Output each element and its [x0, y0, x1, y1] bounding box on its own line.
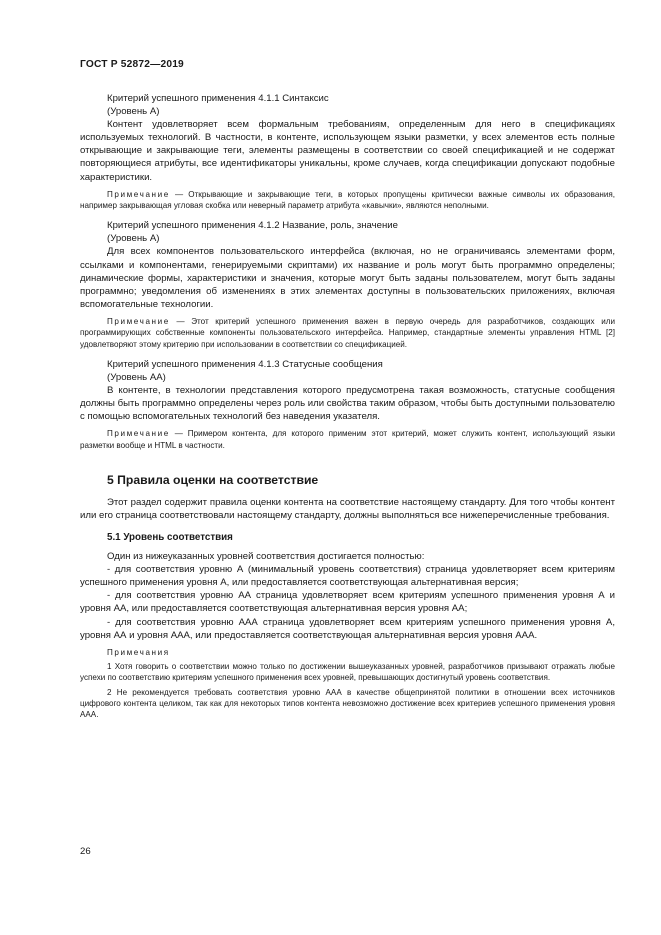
note-text: — Этот критерий успешного применения важен в первую очередь для разработчиков, создающих или программирующих собственные компоненты пользовательского интерфейса. Например, стандартные элементы управления HTML [2] удовлетворяют этому критерию при использовании в соответствии со спецификацией.: [80, 316, 615, 349]
note-label: Примечание: [107, 316, 170, 326]
note-text: — Примером контента, для которого применим этот критерий, может служить контент, использующий языки разметки вообще и HTML в частности.: [80, 429, 615, 450]
section-heading: 5 Правила оценки на соответствие: [107, 472, 319, 487]
criterion-body: Для всех компонентов пользовательского интерфейса (включая, но не ограничиваясь элементами форм, ссылками и компонентами, генерируемыми скриптами) их название и роль могут быть программно определены; динамические формы, характеристики и значения, которые могут быть заданы пользователем, могут быть заданы программно; уведомления об изменениях в этих элементах доступны в пользовательских приложениях, включая вспомогательные технологии.: [80, 246, 615, 310]
criterion-title: Критерий успешного применения 4.1.2 Название, роль, значение: [107, 220, 398, 232]
page-number: 26: [80, 846, 91, 857]
subsection-heading: 5.1 Уровень соответствия: [107, 532, 233, 544]
conformance-item: - для соответствия уровню ААА страница удовлетворяет всем критериям успешного применения уровня А, уровня АА и уровня ААА, или предоставляется соответствующая альтернативная версия уровня ААА.: [80, 616, 615, 641]
note-item: 1 Хотя говорить о соответствии можно только по достижении вышеуказанных уровней, разработчиков призывают отражать любые успехи по соответствию критериям успешного применения всех уровней, превышающих достигнутый уровень соответствия.: [80, 662, 615, 683]
conformance-lead: Один из нижеуказанных уровней соответствия достигается полностью:: [107, 551, 425, 563]
criterion-title: Критерий успешного применения 4.1.1 Синтаксис: [107, 93, 329, 104]
section-intro: Этот раздел содержит правила оценки контента на соответствие настоящему стандарту. Для того чтобы контент или его страница соответствовали настоящему стандарту, должны выполняться все нижеперечисленные требования.: [80, 496, 615, 521]
note-text: — Открывающие и закрывающие теги, в которых пропущены критически важные символы их образования, например закрывающая угловая скобка или неверный параметр атрибута «кавычки», являются неполными.: [80, 189, 615, 210]
conformance-item: - для соответствия уровню А (минимальный уровень соответствия) страница удовлетворяет всем критериям успешного применения уровня А, или предоставляется соответствующая альтернативная версия;: [80, 564, 615, 589]
conformance-item: - для соответствия уровню АА страница удовлетворяет всем критериям успешного применения уровня А и уровня АА, или предоставляется соответствующая альтернативная версия уровня АА;: [80, 590, 615, 615]
criterion-level: (Уровень АА): [107, 371, 166, 383]
criterion-body: Контент удовлетворяет всем формальным требованиям, определенным для него в спецификациях используемых технологий. В частности, в контенте, использующем языки разметки, у всех элементов есть полные открывающие и закрывающие теги, элементы размещены в соответствии со своей спецификацией и не содержат повторяющиеся атрибуты, все идентификаторы уникальны, кроме случаев, когда спецификации допускают подобные характеристики.: [80, 119, 615, 183]
criterion-body: В контенте, в технологии представления которого предусмотрена такая возможность, статусные сообщения должны быть программно определены через роль или свойства таким образом, чтобы быть доступными пользователю с помощью вспомогательных технологий без наведения указателя.: [80, 384, 615, 423]
document-header: ГОСТ Р 52872—2019: [80, 59, 184, 70]
note-label: Примечание: [107, 429, 170, 439]
criterion-level: (Уровень А): [107, 106, 160, 118]
criterion-note: [80, 189, 615, 212]
criterion-level: (Уровень А): [107, 233, 160, 245]
criterion-4-1-2: [80, 219, 615, 350]
note-label: Примечание: [107, 189, 170, 199]
criterion-note: [80, 428, 615, 451]
notes-title: Примечания: [107, 647, 170, 657]
criterion-note: [80, 316, 615, 350]
criterion-4-1-3: [80, 358, 615, 451]
criterion-4-1-1: [80, 92, 615, 211]
criterion-title: Критерий успешного применения 4.1.3 Статусные сообщения: [107, 358, 383, 370]
page-content: [80, 92, 615, 723]
note-item: 2 Не рекомендуется требовать соответствия уровню ААА в качестве общепринятой политики в отношении всех источников цифрового контента целиком, так как для некоторых типов контента невозможно достижение всех критериев успешного применения уровня ААА.: [80, 687, 615, 720]
